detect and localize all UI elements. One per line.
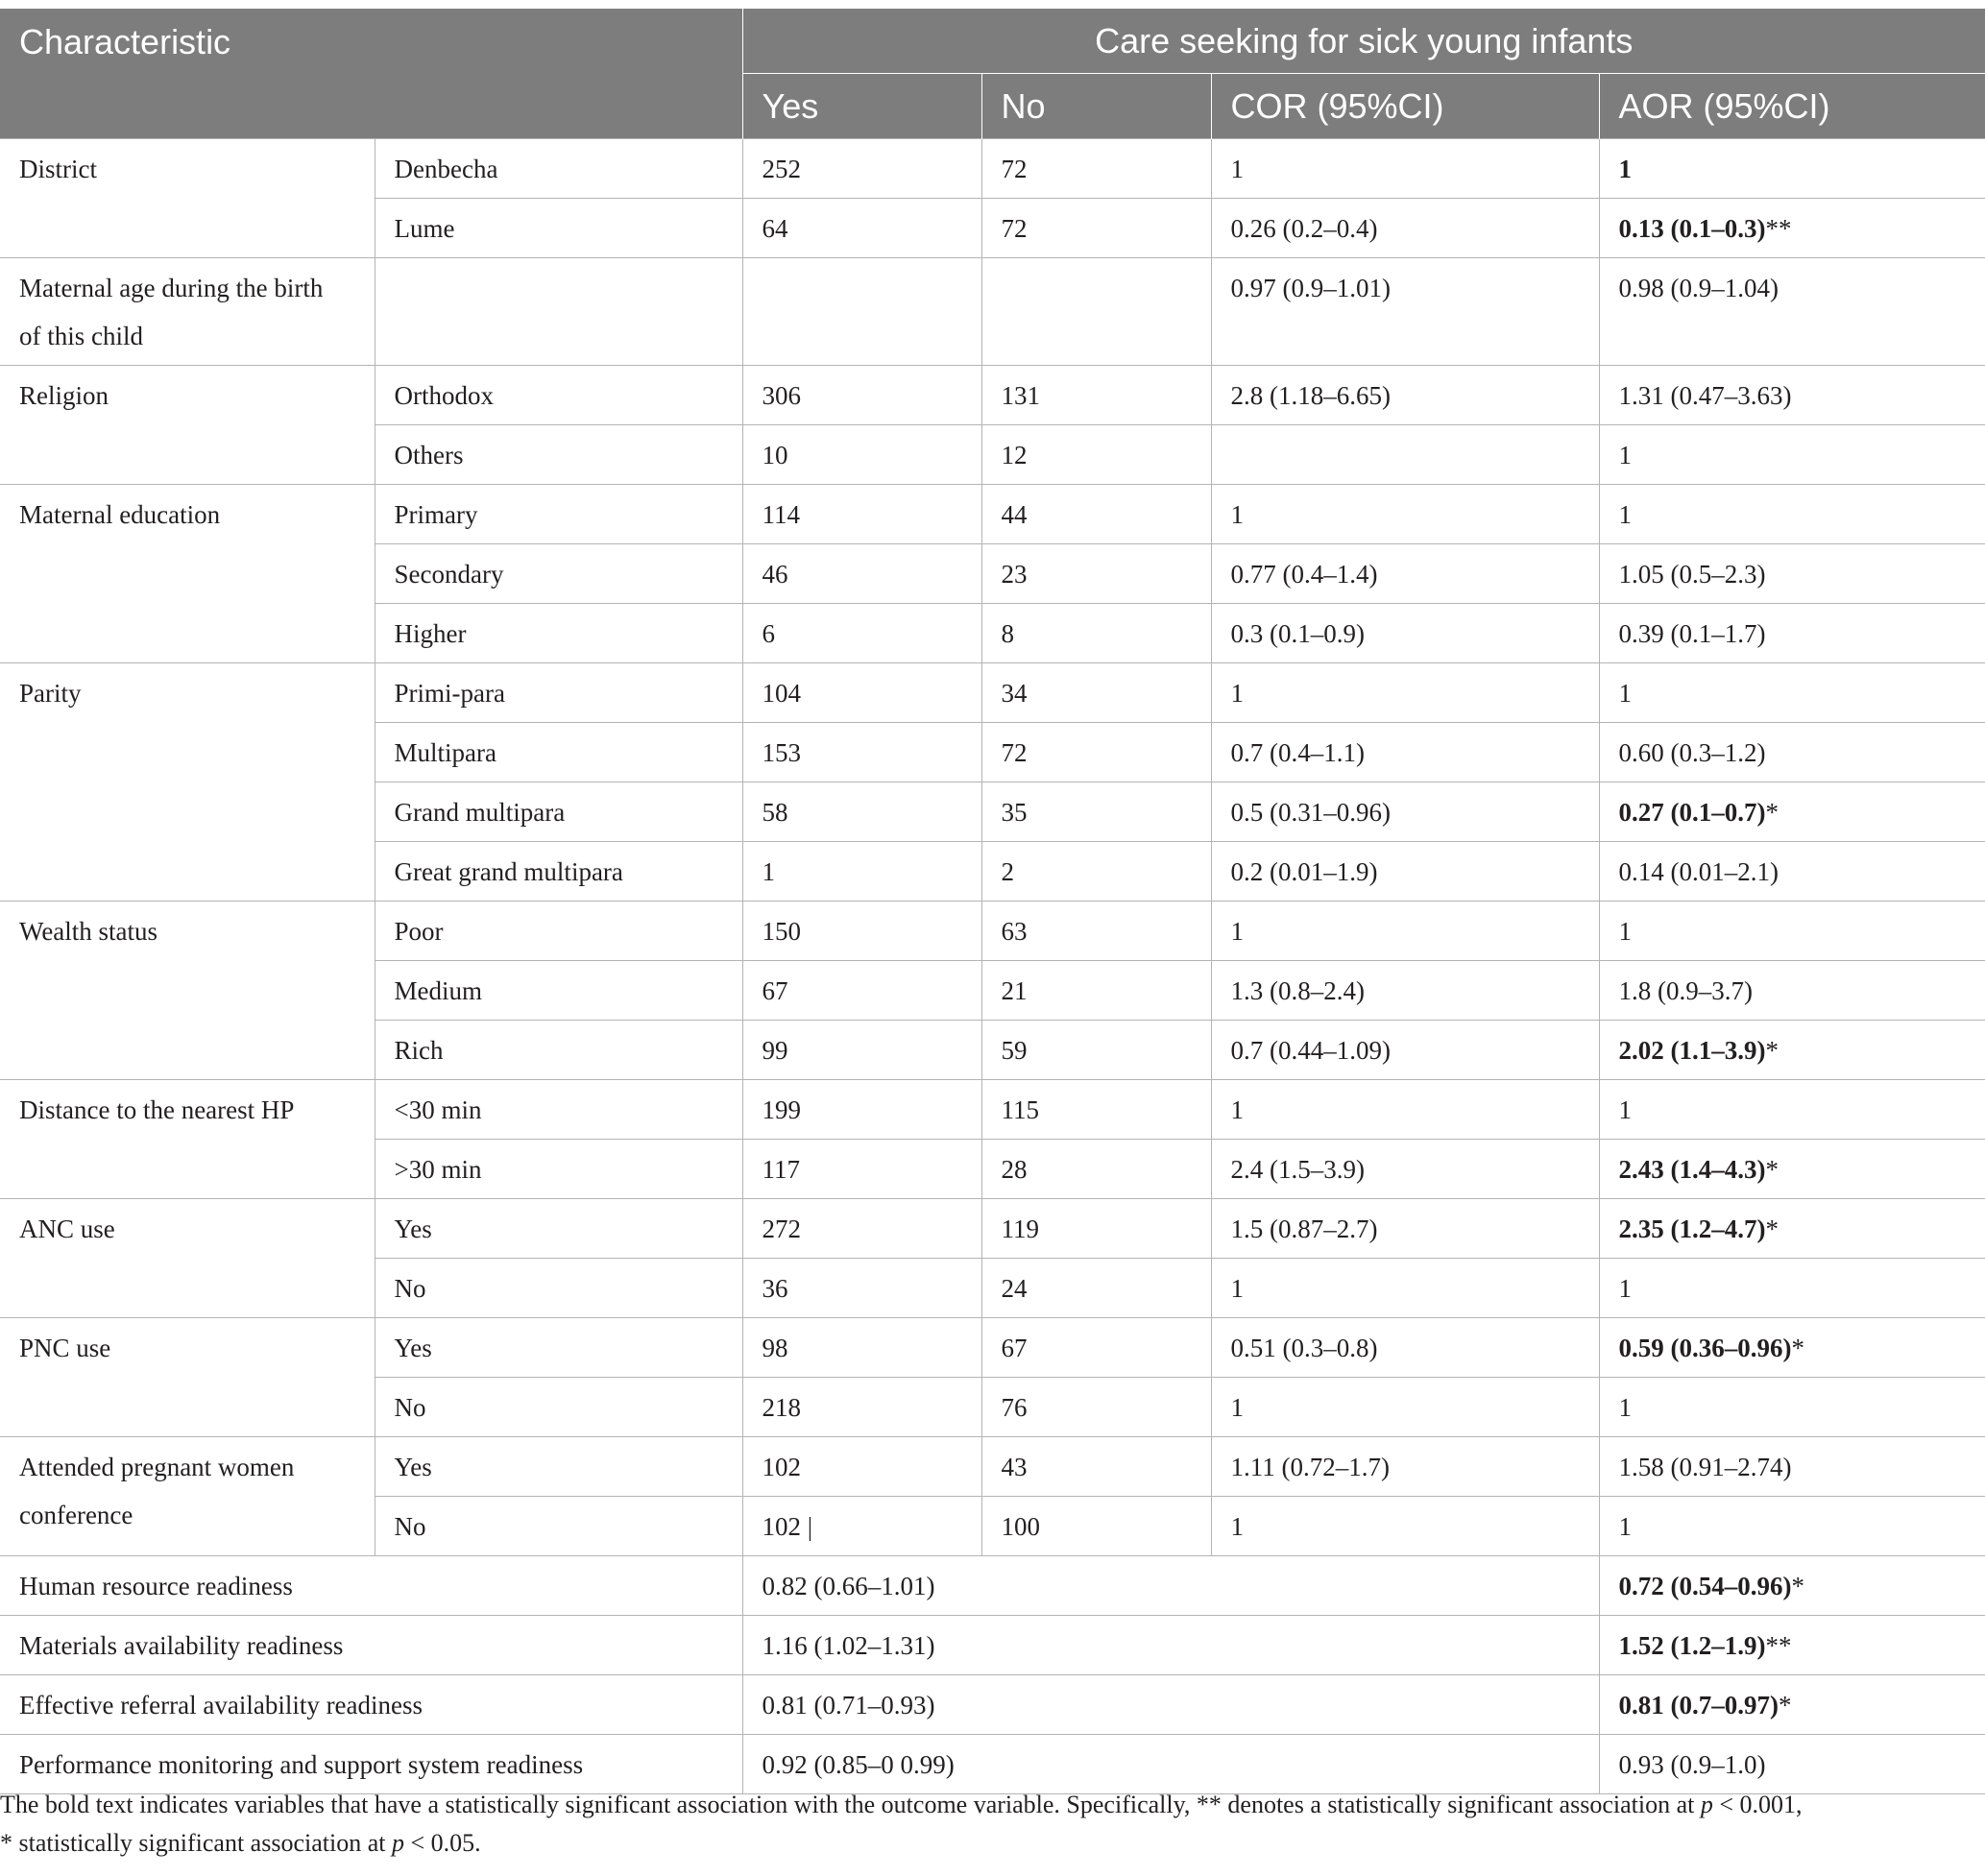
no-cell: 59 bbox=[981, 1021, 1211, 1080]
no-cell: 72 bbox=[981, 199, 1211, 258]
yes-cell: 114 bbox=[742, 485, 981, 544]
cor-cell: 0.82 (0.66–1.01) bbox=[742, 1556, 1599, 1616]
cor-cell: 0.5 (0.31–0.96) bbox=[1211, 782, 1599, 842]
cor-cell: 0.81 (0.71–0.93) bbox=[742, 1675, 1599, 1735]
aor-cell: 1.05 (0.5–2.3) bbox=[1599, 544, 1985, 604]
no-cell: 76 bbox=[981, 1378, 1211, 1437]
cor-cell: 0.26 (0.2–0.4) bbox=[1211, 199, 1599, 258]
no-cell: 44 bbox=[981, 485, 1211, 544]
category-cell: No bbox=[375, 1378, 742, 1437]
cor-cell: 0.92 (0.85–0 0.99) bbox=[742, 1735, 1599, 1794]
aor-value: 0.72 (0.54–0.96) bbox=[1618, 1572, 1792, 1600]
row-label: Wealth status bbox=[0, 902, 375, 1080]
significance-marker: * bbox=[1765, 1036, 1779, 1065]
table-row bbox=[0, 1080, 1985, 1140]
row-label-line1: Attended pregnant women bbox=[19, 1453, 295, 1481]
cor-cell bbox=[1211, 425, 1599, 485]
aor-cell bbox=[1599, 199, 1985, 258]
cor-cell: 1 bbox=[1211, 902, 1599, 961]
no-cell: 72 bbox=[981, 723, 1211, 782]
category-cell: Denbecha bbox=[375, 139, 742, 199]
yes-cell: 199 bbox=[742, 1080, 981, 1140]
no-cell: 115 bbox=[981, 1080, 1211, 1140]
category-cell: Primi-para bbox=[375, 663, 742, 723]
no-cell: 63 bbox=[981, 902, 1211, 961]
aor-cell bbox=[1599, 1199, 1985, 1259]
aor-cell: 1 bbox=[1599, 1497, 1985, 1556]
row-label: Human resource readiness bbox=[0, 1556, 742, 1616]
cor-cell: 0.77 (0.4–1.4) bbox=[1211, 544, 1599, 604]
aor-cell bbox=[1599, 139, 1985, 199]
row-label: ANC use bbox=[0, 1199, 375, 1318]
row-label: Religion bbox=[0, 366, 375, 485]
category-cell: Yes bbox=[375, 1199, 742, 1259]
cor-cell: 1 bbox=[1211, 1497, 1599, 1556]
aor-cell: 1 bbox=[1599, 1378, 1985, 1437]
table-row bbox=[0, 1675, 1985, 1735]
aor-value: 0.13 (0.1–0.3) bbox=[1618, 214, 1766, 243]
yes-cell: 36 bbox=[742, 1259, 981, 1318]
significance-marker: * bbox=[1765, 1155, 1779, 1184]
significance-marker: * bbox=[1765, 1215, 1779, 1243]
cor-cell: 1 bbox=[1211, 663, 1599, 723]
aor-cell: 1 bbox=[1599, 902, 1985, 961]
table-row bbox=[0, 258, 1985, 366]
footnote-p-symbol: p bbox=[391, 1829, 404, 1857]
row-label: Distance to the nearest HP bbox=[0, 1080, 375, 1199]
category-cell: Primary bbox=[375, 485, 742, 544]
row-label-line2: conference bbox=[19, 1501, 133, 1529]
regression-table bbox=[0, 8, 1985, 1794]
footnote-text: The bold text indicates variables that have a statistically significant association with the outcome variable. Specifically, ** denotes a statistically significant association at bbox=[0, 1791, 1701, 1818]
header-cor: COR (95%CI) bbox=[1211, 74, 1599, 139]
aor-value: 0.27 (0.1–0.7) bbox=[1618, 798, 1766, 827]
no-cell: 67 bbox=[981, 1318, 1211, 1378]
footnote-p-symbol: p bbox=[1700, 1791, 1713, 1818]
aor-value: 1.52 (1.2–1.9) bbox=[1618, 1631, 1766, 1660]
aor-cell bbox=[1599, 1318, 1985, 1378]
row-label: Parity bbox=[0, 663, 375, 902]
aor-cell bbox=[1599, 782, 1985, 842]
yes-cell: 99 bbox=[742, 1021, 981, 1080]
aor-cell bbox=[1599, 1021, 1985, 1080]
category-cell: >30 min bbox=[375, 1140, 742, 1199]
no-cell: 43 bbox=[981, 1437, 1211, 1497]
no-cell: 2 bbox=[981, 842, 1211, 902]
aor-cell: 0.60 (0.3–1.2) bbox=[1599, 723, 1985, 782]
yes-cell: 102 | bbox=[742, 1497, 981, 1556]
aor-cell: 0.93 (0.9–1.0) bbox=[1599, 1735, 1985, 1794]
aor-value: 0.81 (0.7–0.97) bbox=[1618, 1691, 1779, 1720]
yes-cell: 10 bbox=[742, 425, 981, 485]
category-cell: Yes bbox=[375, 1437, 742, 1497]
aor-cell: 1 bbox=[1599, 425, 1985, 485]
yes-cell: 98 bbox=[742, 1318, 981, 1378]
category-cell: Yes bbox=[375, 1318, 742, 1378]
cor-cell: 0.7 (0.4–1.1) bbox=[1211, 723, 1599, 782]
aor-value: 2.02 (1.1–3.9) bbox=[1618, 1036, 1766, 1065]
cor-cell: 2.4 (1.5–3.9) bbox=[1211, 1140, 1599, 1199]
cor-cell: 0.7 (0.44–1.09) bbox=[1211, 1021, 1599, 1080]
cor-cell: 1 bbox=[1211, 485, 1599, 544]
aor-cell: 1.58 (0.91–2.74) bbox=[1599, 1437, 1985, 1497]
aor-value: 2.35 (1.2–4.7) bbox=[1618, 1215, 1766, 1243]
significance-marker: * bbox=[1791, 1334, 1804, 1362]
table-row bbox=[0, 366, 1985, 425]
table-row bbox=[0, 1616, 1985, 1675]
header-aor: AOR (95%CI) bbox=[1599, 74, 1985, 139]
table-footnote bbox=[0, 1786, 1921, 1863]
yes-cell: 67 bbox=[742, 961, 981, 1021]
cor-cell: 0.3 (0.1–0.9) bbox=[1211, 604, 1599, 663]
aor-cell: 0.14 (0.01–2.1) bbox=[1599, 842, 1985, 902]
no-cell: 35 bbox=[981, 782, 1211, 842]
yes-cell: 102 bbox=[742, 1437, 981, 1497]
footnote-line-1 bbox=[0, 1786, 1921, 1824]
no-cell: 28 bbox=[981, 1140, 1211, 1199]
row-label: Effective referral availability readiness bbox=[0, 1675, 742, 1735]
aor-cell: 1.31 (0.47–3.63) bbox=[1599, 366, 1985, 425]
category-cell: Rich bbox=[375, 1021, 742, 1080]
cor-cell: 1 bbox=[1211, 139, 1599, 199]
category-cell bbox=[375, 258, 742, 366]
no-cell: 21 bbox=[981, 961, 1211, 1021]
cor-cell: 1.5 (0.87–2.7) bbox=[1211, 1199, 1599, 1259]
cor-cell: 1.3 (0.8–2.4) bbox=[1211, 961, 1599, 1021]
aor-value: 2.43 (1.4–4.3) bbox=[1618, 1155, 1766, 1184]
yes-cell: 64 bbox=[742, 199, 981, 258]
yes-cell: 117 bbox=[742, 1140, 981, 1199]
table-row bbox=[0, 1318, 1985, 1378]
category-cell: No bbox=[375, 1497, 742, 1556]
category-cell: Higher bbox=[375, 604, 742, 663]
no-cell: 72 bbox=[981, 139, 1211, 199]
footnote-line-2 bbox=[0, 1824, 1921, 1863]
cor-cell: 0.2 (0.01–1.9) bbox=[1211, 842, 1599, 902]
significance-marker: * bbox=[1765, 798, 1779, 827]
aor-cell bbox=[1599, 1140, 1985, 1199]
row-label: Materials availability readiness bbox=[0, 1616, 742, 1675]
no-cell: 34 bbox=[981, 663, 1211, 723]
category-cell: Orthodox bbox=[375, 366, 742, 425]
significance-marker: ** bbox=[1765, 214, 1792, 243]
yes-cell bbox=[742, 258, 981, 366]
table-row bbox=[0, 139, 1985, 199]
no-cell: 23 bbox=[981, 544, 1211, 604]
table-row bbox=[0, 1437, 1985, 1497]
row-label: District bbox=[0, 139, 375, 258]
no-cell bbox=[981, 258, 1211, 366]
cor-cell: 1.16 (1.02–1.31) bbox=[742, 1616, 1599, 1675]
table-row bbox=[0, 902, 1985, 961]
yes-cell: 218 bbox=[742, 1378, 981, 1437]
category-cell: Multipara bbox=[375, 723, 742, 782]
cor-cell: 2.8 (1.18–6.65) bbox=[1211, 366, 1599, 425]
yes-cell: 58 bbox=[742, 782, 981, 842]
aor-cell: 1 bbox=[1599, 1080, 1985, 1140]
aor-cell: 1 bbox=[1599, 663, 1985, 723]
row-label bbox=[0, 1437, 375, 1556]
header-no: No bbox=[981, 74, 1211, 139]
row-label-line2: of this child bbox=[19, 322, 143, 350]
category-cell: Medium bbox=[375, 961, 742, 1021]
aor-cell: 1.8 (0.9–3.7) bbox=[1599, 961, 1985, 1021]
row-label: Maternal education bbox=[0, 485, 375, 663]
footnote-text: < 0.001, bbox=[1712, 1791, 1803, 1818]
yes-cell: 104 bbox=[742, 663, 981, 723]
yes-cell: 252 bbox=[742, 139, 981, 199]
no-cell: 131 bbox=[981, 366, 1211, 425]
yes-cell: 46 bbox=[742, 544, 981, 604]
yes-cell: 150 bbox=[742, 902, 981, 961]
aor-cell: 0.39 (0.1–1.7) bbox=[1599, 604, 1985, 663]
header-characteristic: Characteristic bbox=[0, 9, 742, 139]
category-cell: Great grand multipara bbox=[375, 842, 742, 902]
no-cell: 12 bbox=[981, 425, 1211, 485]
aor-cell: 0.98 (0.9–1.04) bbox=[1599, 258, 1985, 366]
aor-cell: 1 bbox=[1599, 485, 1985, 544]
category-cell: Poor bbox=[375, 902, 742, 961]
cor-cell: 0.51 (0.3–0.8) bbox=[1211, 1318, 1599, 1378]
category-cell: <30 min bbox=[375, 1080, 742, 1140]
category-cell: No bbox=[375, 1259, 742, 1318]
significance-marker: * bbox=[1778, 1691, 1792, 1720]
no-cell: 8 bbox=[981, 604, 1211, 663]
aor-cell bbox=[1599, 1616, 1985, 1675]
aor-cell bbox=[1599, 1675, 1985, 1735]
header-group-title: Care seeking for sick young infants bbox=[742, 9, 1985, 74]
aor-value: 1 bbox=[1618, 155, 1632, 183]
cor-cell: 1.11 (0.72–1.7) bbox=[1211, 1437, 1599, 1497]
aor-cell: 1 bbox=[1599, 1259, 1985, 1318]
no-cell: 100 bbox=[981, 1497, 1211, 1556]
yes-cell: 272 bbox=[742, 1199, 981, 1259]
significance-marker: * bbox=[1791, 1572, 1804, 1600]
cor-cell: 1 bbox=[1211, 1080, 1599, 1140]
significance-marker: ** bbox=[1765, 1631, 1792, 1660]
header-yes: Yes bbox=[742, 74, 981, 139]
aor-cell bbox=[1599, 1556, 1985, 1616]
table-row bbox=[0, 1556, 1985, 1616]
no-cell: 24 bbox=[981, 1259, 1211, 1318]
table-row bbox=[0, 663, 1985, 723]
row-label: Performance monitoring and support system readiness bbox=[0, 1735, 742, 1794]
category-cell: Lume bbox=[375, 199, 742, 258]
row-label bbox=[0, 258, 375, 366]
yes-cell: 306 bbox=[742, 366, 981, 425]
table-row bbox=[0, 1199, 1985, 1259]
category-cell: Grand multipara bbox=[375, 782, 742, 842]
category-cell: Secondary bbox=[375, 544, 742, 604]
no-cell: 119 bbox=[981, 1199, 1211, 1259]
cor-cell: 0.97 (0.9–1.01) bbox=[1211, 258, 1599, 366]
cor-cell: 1 bbox=[1211, 1259, 1599, 1318]
row-label: PNC use bbox=[0, 1318, 375, 1437]
aor-value: 0.59 (0.36–0.96) bbox=[1618, 1334, 1792, 1362]
yes-cell: 6 bbox=[742, 604, 981, 663]
results-table-container bbox=[0, 8, 1985, 1794]
table-row bbox=[0, 485, 1985, 544]
footnote-text: * statistically significant association at bbox=[0, 1829, 392, 1857]
row-label-line1: Maternal age during the birth bbox=[19, 274, 324, 302]
yes-cell: 153 bbox=[742, 723, 981, 782]
cor-cell: 1 bbox=[1211, 1378, 1599, 1437]
footnote-text: < 0.05. bbox=[403, 1829, 481, 1857]
yes-cell: 1 bbox=[742, 842, 981, 902]
category-cell: Others bbox=[375, 425, 742, 485]
